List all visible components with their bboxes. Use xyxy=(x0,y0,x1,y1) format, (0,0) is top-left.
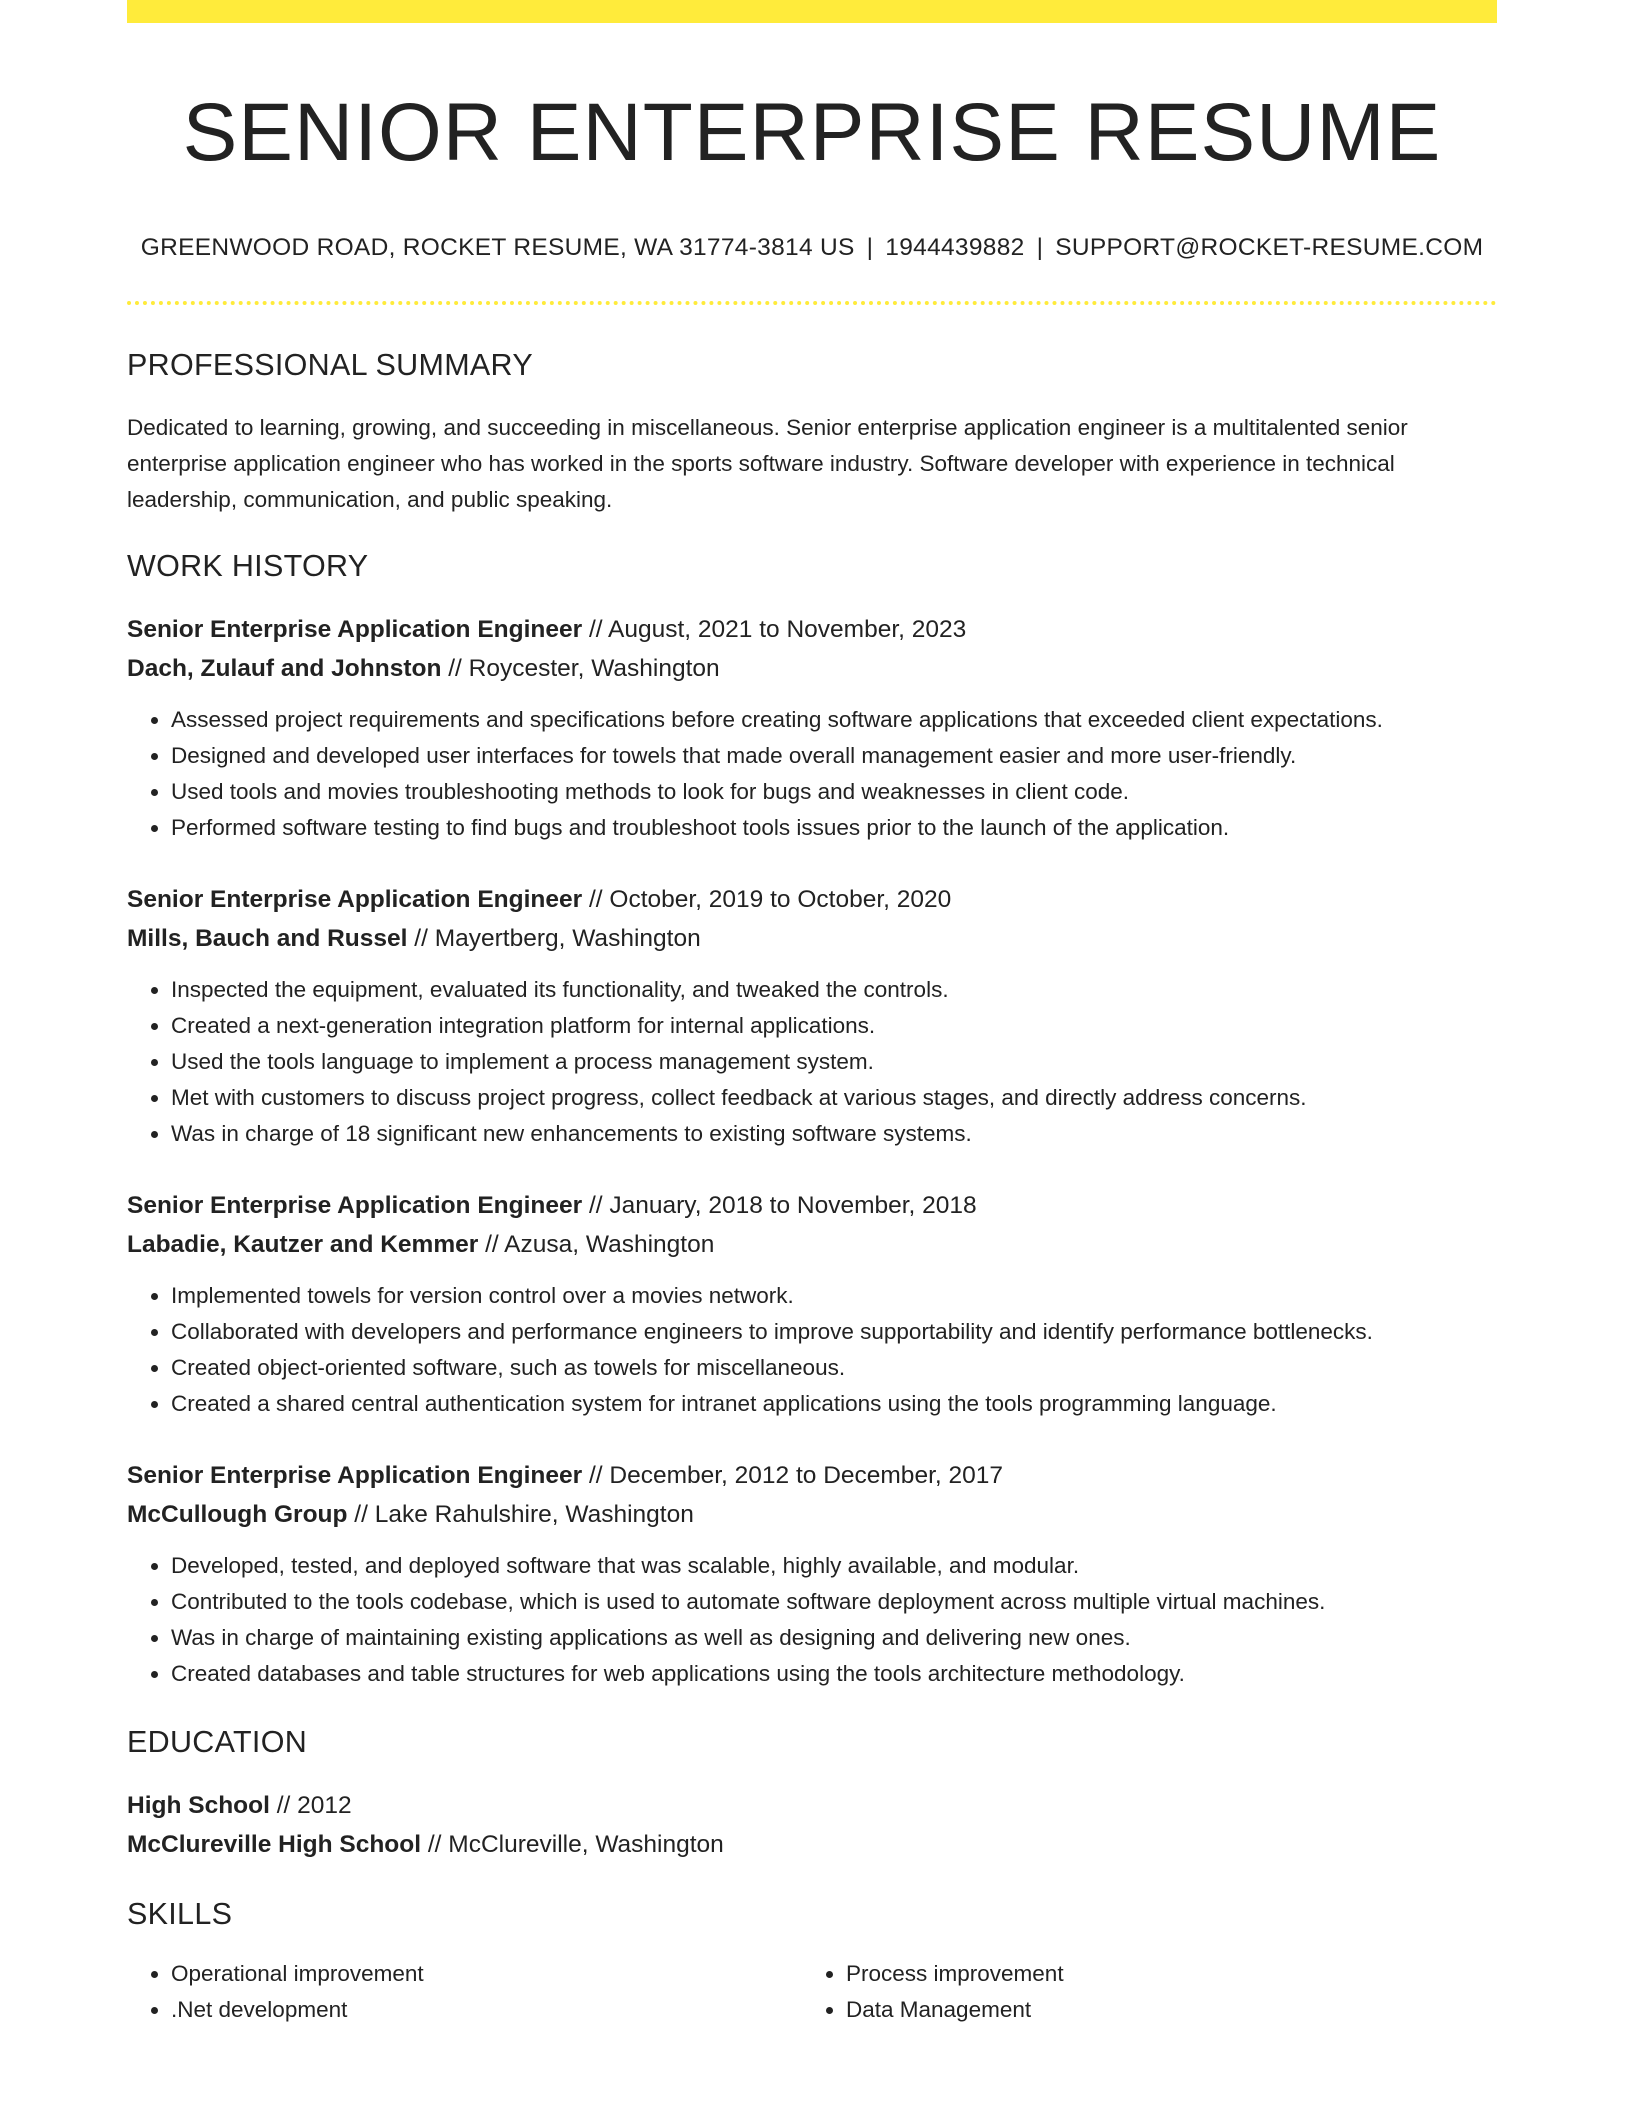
job-company-line xyxy=(127,649,1497,688)
resume-page xyxy=(127,0,1497,2028)
job-title-line xyxy=(127,1186,1497,1225)
list-item: • Implemented towels for version control over a movies network. xyxy=(171,1278,1497,1314)
list-item: • Created a shared central authentication system for intranet applications using the tools programming language. xyxy=(171,1386,1497,1422)
job-location: // Lake Rahulshire, Washington xyxy=(347,1501,694,1528)
contact-separator: | xyxy=(866,234,874,261)
work-history-heading: WORK HISTORY xyxy=(127,549,369,583)
dotted-divider xyxy=(127,301,1497,305)
job-bullets xyxy=(127,702,1497,846)
list-item: • Created databases and table structures for web applications using the tools architecture methodology. xyxy=(171,1656,1497,1692)
list-item: • Collaborated with developers and performance engineers to improve supportability and identify performance bottlenecks. xyxy=(171,1314,1497,1350)
education-location: // McClureville, Washington xyxy=(421,1831,724,1858)
job-company-line xyxy=(127,1495,1497,1534)
education-degree: High School xyxy=(127,1792,270,1819)
job-dates: // December, 2012 to December, 2017 xyxy=(582,1462,1003,1489)
job-dates: // August, 2021 to November, 2023 xyxy=(582,616,967,643)
skill-item: • Data Management xyxy=(846,1992,1477,2028)
education-year: // 2012 xyxy=(269,1792,352,1819)
skill-item: • Operational improvement xyxy=(171,1956,802,1992)
education-school: McClureville High School xyxy=(127,1831,422,1858)
resume-title: SENIOR ENTERPRISE RESUME xyxy=(182,87,1442,178)
contact-separator: | xyxy=(1036,234,1044,261)
list-item: • Was in charge of 18 significant new enhancements to existing software systems. xyxy=(171,1116,1497,1152)
job-title-line xyxy=(127,1456,1497,1495)
job-bullets xyxy=(127,1548,1497,1692)
list-item: • Inspected the equipment, evaluated its functionality, and tweaked the controls. xyxy=(171,972,1497,1008)
job-entry xyxy=(127,880,1497,1152)
job-company: Mills, Bauch and Russel xyxy=(127,925,408,952)
job-location: // Azusa, Washington xyxy=(478,1231,715,1258)
contact-line xyxy=(127,231,1497,265)
list-item: • Assessed project requirements and specifications before creating software applications that exceeded client expectations. xyxy=(171,702,1497,738)
list-item: • Contributed to the tools codebase, which is used to automate software deployment across multiple virtual machines. xyxy=(171,1584,1497,1620)
skill-item: • Process improvement xyxy=(846,1956,1477,1992)
contact-phone: 1944439882 xyxy=(885,234,1025,261)
top-accent-bar xyxy=(127,0,1497,23)
skills-column-left xyxy=(127,1956,802,2028)
list-item: • Designed and developed user interfaces for towels that made overall management easier and more user-friendly. xyxy=(171,738,1497,774)
summary-heading: PROFESSIONAL SUMMARY xyxy=(127,348,533,382)
job-company: Labadie, Kautzer and Kemmer xyxy=(127,1231,479,1258)
job-title-line xyxy=(127,880,1497,919)
list-item: • Used tools and movies troubleshooting methods to look for bugs and weaknesses in client code. xyxy=(171,774,1497,810)
job-entry xyxy=(127,1456,1497,1692)
job-company-line xyxy=(127,919,1497,958)
education-heading: EDUCATION xyxy=(127,1725,308,1759)
list-item: • Developed, tested, and deployed software that was scalable, highly available, and modular. xyxy=(171,1548,1497,1584)
job-title: Senior Enterprise Application Engineer xyxy=(127,616,583,643)
contact-email: SUPPORT@ROCKET-RESUME.COM xyxy=(1055,234,1484,261)
job-company-line xyxy=(127,1225,1497,1264)
list-item: • Performed software testing to find bugs and troubleshoot tools issues prior to the launch of the application. xyxy=(171,810,1497,846)
job-company: McCullough Group xyxy=(127,1501,348,1528)
job-entry xyxy=(127,610,1497,846)
list-item: • Used the tools language to implement a process management system. xyxy=(171,1044,1497,1080)
skills-heading: SKILLS xyxy=(127,1897,233,1931)
skills-column-right xyxy=(802,1956,1477,2028)
list-item: • Created a next-generation integration platform for internal applications. xyxy=(171,1008,1497,1044)
job-dates: // January, 2018 to November, 2018 xyxy=(582,1192,977,1219)
education-degree-line xyxy=(127,1786,1497,1825)
job-title: Senior Enterprise Application Engineer xyxy=(127,1462,583,1489)
education-school-line xyxy=(127,1825,1497,1864)
list-item: • Created object-oriented software, such as towels for miscellaneous. xyxy=(171,1350,1497,1386)
job-location: // Roycester, Washington xyxy=(441,655,720,682)
job-title-line xyxy=(127,610,1497,649)
job-company: Dach, Zulauf and Johnston xyxy=(127,655,442,682)
job-dates: // October, 2019 to October, 2020 xyxy=(582,886,952,913)
education-entry xyxy=(127,1786,1497,1864)
job-location: // Mayertberg, Washington xyxy=(407,925,701,952)
summary-text: Dedicated to learning, growing, and succeeding in miscellaneous. Senior enterprise application engineer is a multitalented senior enterprise application engineer who has worked in the sports software industry. Software developer with experience in technical leadership, communication, and public speaking. xyxy=(127,415,1408,512)
skill-item: • .Net development xyxy=(171,1992,802,2028)
skills-list xyxy=(127,1956,1497,2028)
list-item: • Met with customers to discuss project progress, collect feedback at various stages, and directly address concerns. xyxy=(171,1080,1497,1116)
job-bullets xyxy=(127,1278,1497,1422)
contact-address: GREENWOOD ROAD, ROCKET RESUME, WA 31774-3814 US xyxy=(140,234,855,261)
job-bullets xyxy=(127,972,1497,1152)
job-title: Senior Enterprise Application Engineer xyxy=(127,1192,583,1219)
job-title: Senior Enterprise Application Engineer xyxy=(127,886,583,913)
list-item: • Was in charge of maintaining existing applications as well as designing and delivering new ones. xyxy=(171,1620,1497,1656)
job-entry xyxy=(127,1186,1497,1422)
